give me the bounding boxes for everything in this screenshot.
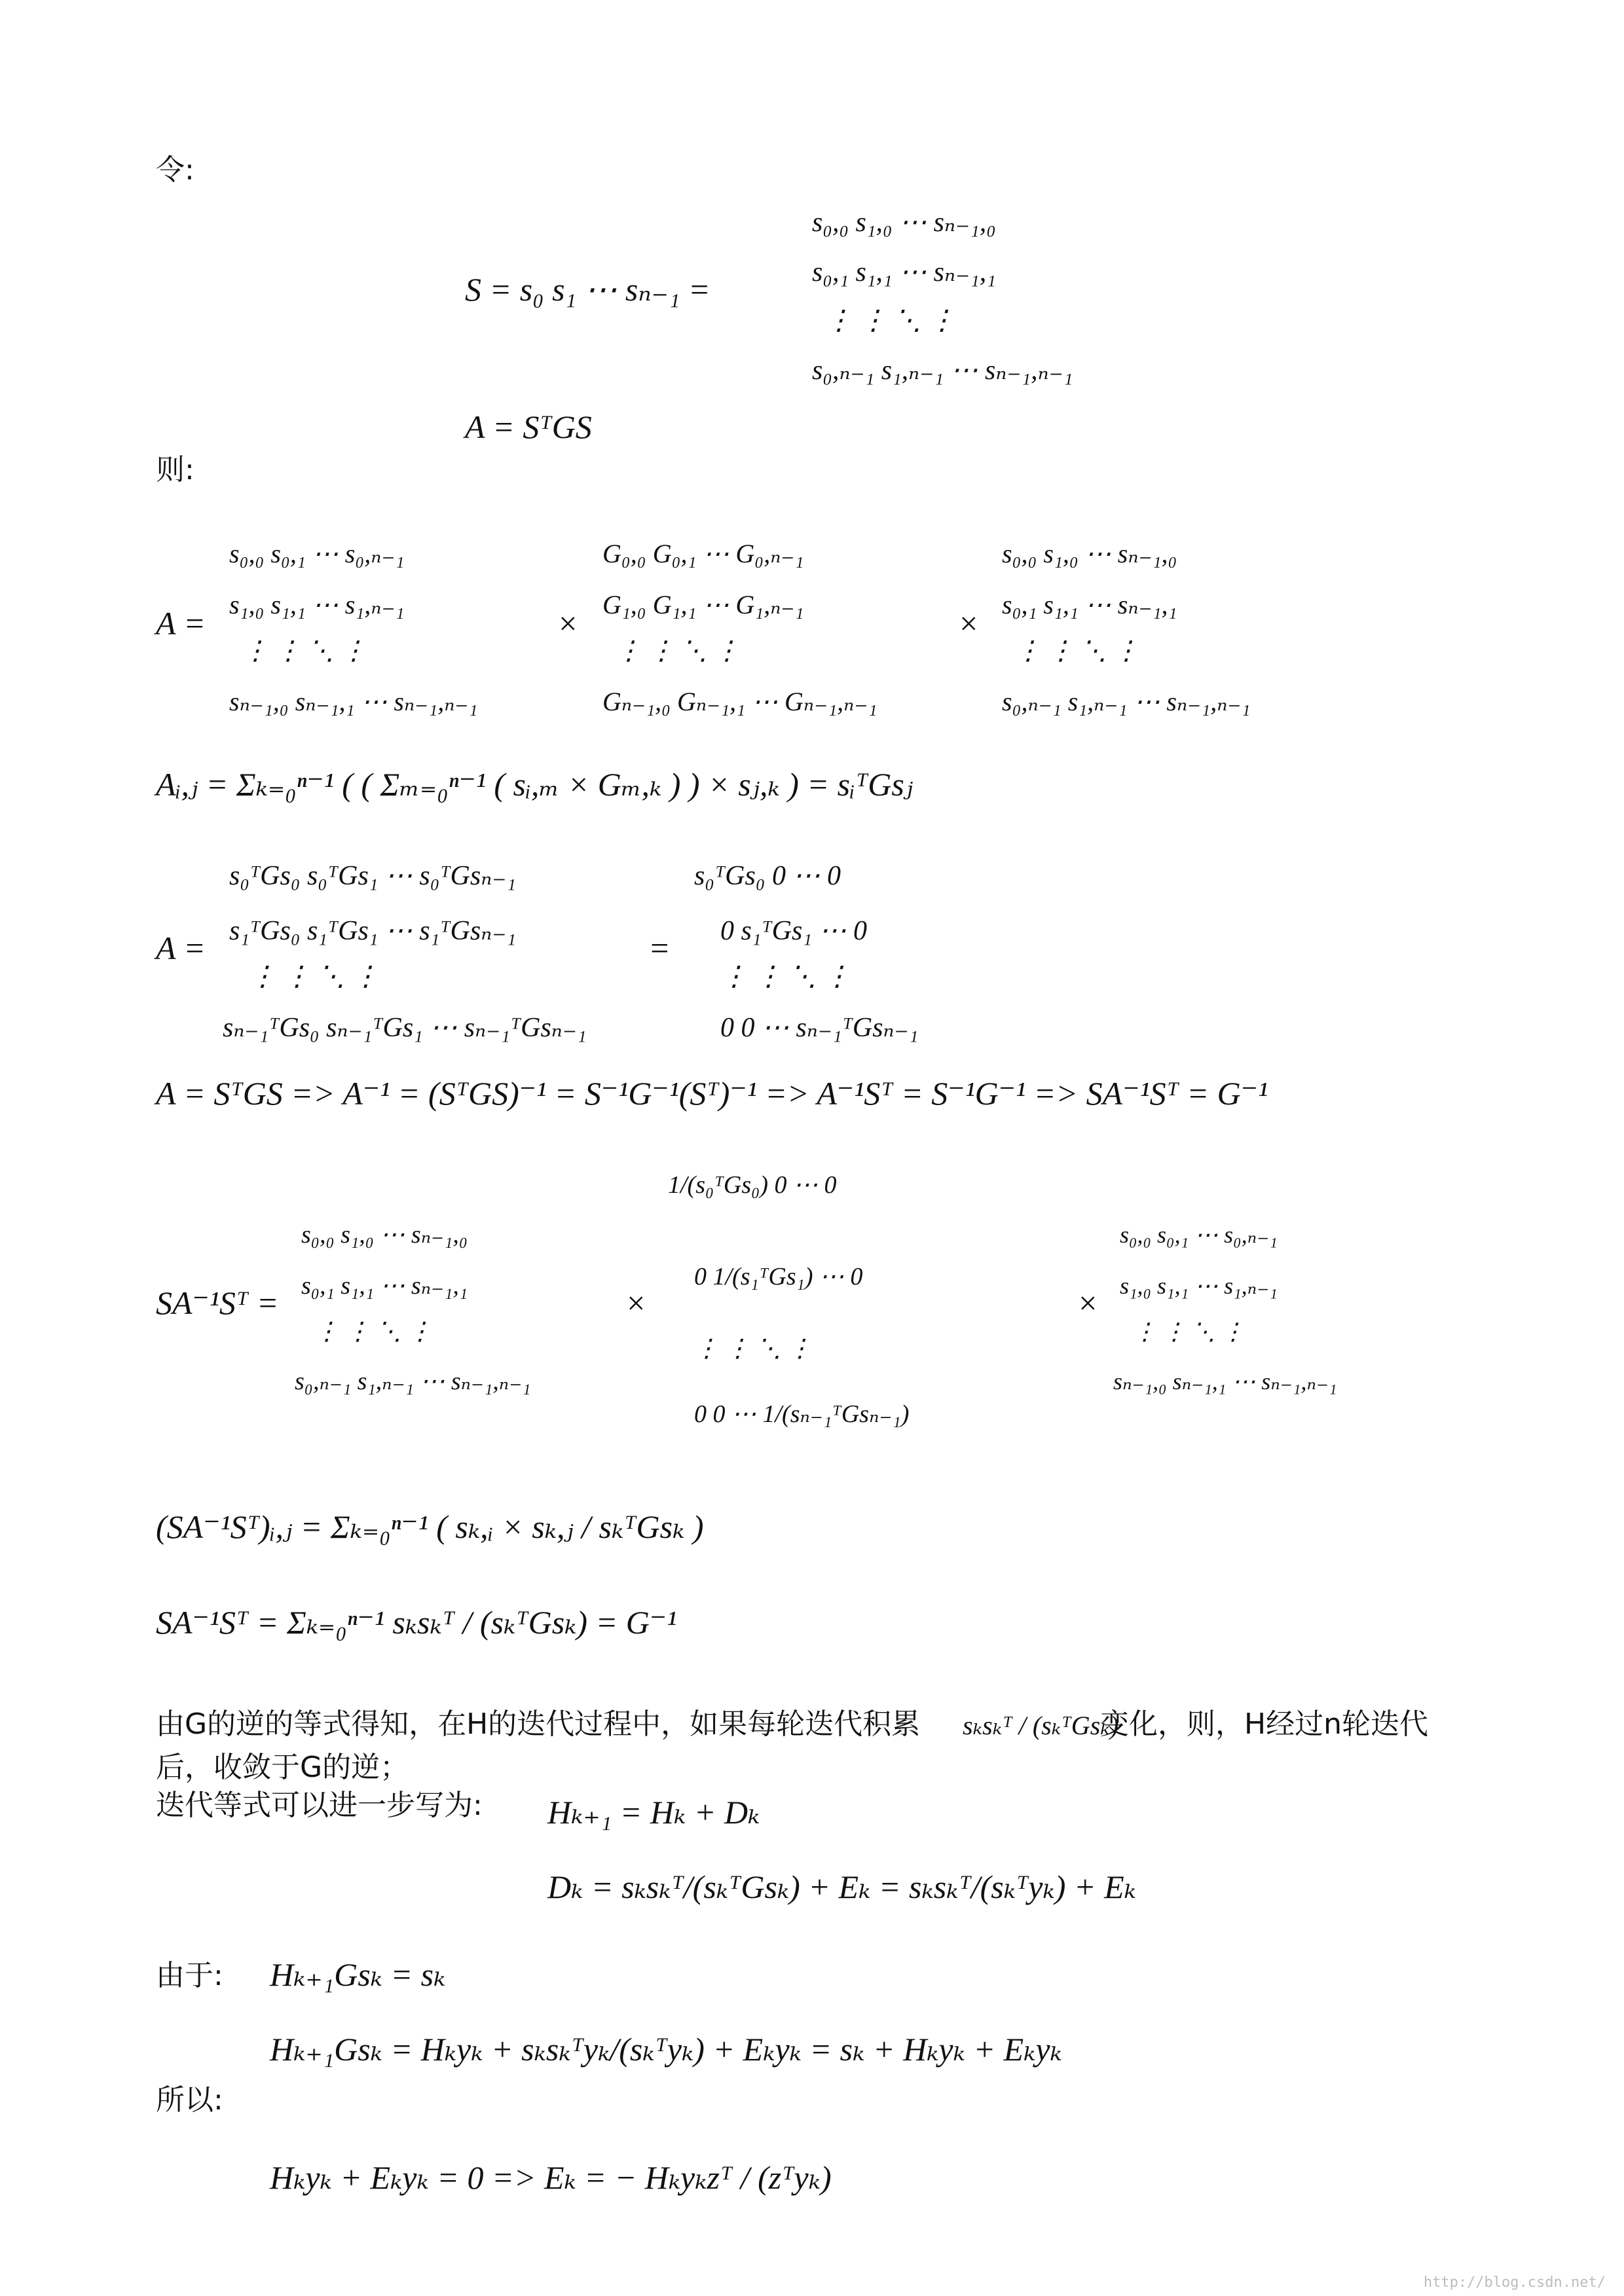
eq-Dinv-row: ⋮ ⋮ ⋱ ⋮ <box>694 1335 813 1362</box>
eq-inverse-chain: A = SᵀGS => A⁻¹ = (SᵀGS)⁻¹ = S⁻¹G⁻¹(Sᵀ)⁻¹ => A⁻¹Sᵀ = S⁻¹G⁻¹ => SA⁻¹Sᵀ = G⁻¹ <box>156 1075 1268 1112</box>
eq-Aij-sum: Aᵢ,ⱼ = Σₖ₌₀ⁿ⁻¹ ( ( Σₘ₌₀ⁿ⁻¹ ( sᵢ,ₘ × Gₘ,ₖ ) ) × sⱼ,ₖ ) = sᵢᵀGsⱼ <box>156 766 913 803</box>
eq-A2-row: ⋮ ⋮ ⋱ ⋮ <box>249 962 380 992</box>
eq-SAS-ij: (SA⁻¹Sᵀ)ᵢ,ⱼ = Σₖ₌₀ⁿ⁻¹ ( sₖ,ᵢ × sₖ,ⱼ / sₖᵀGsₖ ) <box>156 1508 704 1545</box>
eq-G-row: Gₙ₋₁,₀ Gₙ₋₁,₁ ⋯ Gₙ₋₁,ₙ₋₁ <box>602 687 877 716</box>
conclusion-line-2: 后，收敛于G的逆； <box>156 1751 409 1784</box>
eq-D-row: 0 s₁ᵀGs₁ ⋯ 0 <box>720 916 867 946</box>
eq-ST-row: ⋮ ⋮ ⋱ ⋮ <box>1133 1319 1245 1345</box>
eq-G-row: ⋮ ⋮ ⋱ ⋮ <box>616 636 740 665</box>
eq-H-update: Hₖ₊₁ = Hₖ + Dₖ <box>547 1794 760 1831</box>
eq-S-row: s₀,₁ s₁,₁ ⋯ sₙ₋₁,₁ <box>301 1272 468 1300</box>
eq-A-lhs: A = <box>156 605 206 642</box>
eq-S-row: s₀,ₙ₋₁ s₁,ₙ₋₁ ⋯ sₙ₋₁,ₙ₋₁ <box>295 1368 531 1395</box>
eq-D-update: Dₖ = sₖsₖᵀ/(sₖᵀGsₖ) + Eₖ = sₖsₖᵀ/(sₖᵀyₖ) + Eₖ <box>547 1868 1136 1905</box>
eq-secant: Hₖ₊₁Gsₖ = sₖ <box>270 1956 446 1993</box>
eq-S-row: s₀,₀ s₁,₀ ⋯ sₙ₋₁,₀ <box>301 1221 468 1248</box>
eq-equals: = <box>648 930 671 966</box>
eq-inline-frac: sₖsₖᵀ / (sₖᵀGsₖ) <box>963 1711 1119 1740</box>
eq-D-row: s₀ᵀGs₀ 0 ⋯ 0 <box>694 861 841 891</box>
eq-S-matrix-row: s₀,₁ s₁,₁ ⋯ sₙ₋₁,₁ <box>812 257 996 287</box>
eq-A2-row: s₀ᵀGs₀ s₀ᵀGs₁ ⋯ s₀ᵀGsₙ₋₁ <box>229 861 517 891</box>
conclusion-line-1b: 变化，则，H经过n轮迭代 <box>1100 1707 1428 1741</box>
eq-times: × <box>625 1285 647 1321</box>
text-ze: 则: <box>156 453 194 486</box>
text-youyu: 由于: <box>156 1959 223 1992</box>
conclusion-line-1a: 由G的逆的等式得知，在H的迭代过程中，如果每轮迭代积累 <box>156 1707 921 1741</box>
eq-A2-row: s₁ᵀGs₀ s₁ᵀGs₁ ⋯ s₁ᵀGsₙ₋₁ <box>229 916 517 946</box>
eq-D-row: ⋮ ⋮ ⋱ ⋮ <box>720 962 851 992</box>
eq-times: × <box>557 605 579 642</box>
eq-S-row: ⋮ ⋮ ⋱ ⋮ <box>1015 636 1139 665</box>
eq-ST-row: s₀,₀ s₀,₁ ⋯ s₀,ₙ₋₁ <box>1120 1222 1278 1248</box>
eq-ST-row: s₁,₀ s₁,₁ ⋯ s₁,ₙ₋₁ <box>229 590 405 619</box>
eq-SAS-sum: SA⁻¹Sᵀ = Σₖ₌₀ⁿ⁻¹ sₖsₖᵀ / (sₖᵀGsₖ) = G⁻¹ <box>156 1604 677 1641</box>
eq-G-row: G₁,₀ G₁,₁ ⋯ G₁,ₙ₋₁ <box>602 590 804 619</box>
eq-ST-row: ⋮ ⋮ ⋱ ⋮ <box>242 636 367 665</box>
eq-ST-row: s₁,₀ s₁,₁ ⋯ s₁,ₙ₋₁ <box>1120 1273 1278 1299</box>
eq-S-row: s₀,ₙ₋₁ s₁,ₙ₋₁ ⋯ sₙ₋₁,ₙ₋₁ <box>1002 687 1251 716</box>
eq-D-row: 0 0 ⋯ sₙ₋₁ᵀGsₙ₋₁ <box>720 1013 919 1043</box>
eq-A-def: A = SᵀGS <box>465 409 592 445</box>
eq-S-def: S = s₀ s₁ ⋯ sₙ₋₁ = <box>465 271 710 308</box>
eq-S-row: s₀,₁ s₁,₁ ⋯ sₙ₋₁,₁ <box>1002 590 1177 619</box>
eq-E-result: Hₖyₖ + Eₖyₖ = 0 => Eₖ = − Hₖyₖzᵀ / (zᵀyₖ) <box>270 2159 832 2196</box>
eq-Dinv-row: 0 1/(s₁ᵀGs₁) ⋯ 0 <box>694 1263 863 1290</box>
text-suoyi: 所以: <box>156 2083 223 2117</box>
eq-ST-row: sₙ₋₁,₀ sₙ₋₁,₁ ⋯ sₙ₋₁,ₙ₋₁ <box>229 687 478 716</box>
eq-Dinv-row: 1/(s₀ᵀGs₀) 0 ⋯ 0 <box>668 1171 837 1199</box>
eq-S-matrix-row: s₀,₀ s₁,₀ ⋯ sₙ₋₁,₀ <box>812 208 996 238</box>
eq-ST-row: s₀,₀ s₀,₁ ⋯ s₀,ₙ₋₁ <box>229 539 405 568</box>
text-ling: 令: <box>156 153 194 187</box>
eq-S-row: ⋮ ⋮ ⋱ ⋮ <box>314 1318 433 1345</box>
eq-S-row: s₀,₀ s₁,₀ ⋯ sₙ₋₁,₀ <box>1002 539 1177 568</box>
eq-Dinv-row: 0 0 ⋯ 1/(sₙ₋₁ᵀGsₙ₋₁) <box>694 1400 910 1428</box>
eq-ST-row: sₙ₋₁,₀ sₙ₋₁,₁ ⋯ sₙ₋₁,ₙ₋₁ <box>1113 1368 1337 1394</box>
eq-times: × <box>1077 1285 1099 1321</box>
iter-label: 迭代等式可以进一步写为: <box>156 1789 483 1822</box>
watermark: http://blog.csdn.net/ <box>1423 2274 1606 2291</box>
eq-S-matrix-row: s₀,ₙ₋₁ s₁,ₙ₋₁ ⋯ sₙ₋₁,ₙ₋₁ <box>812 355 1073 386</box>
eq-times: × <box>957 605 980 642</box>
eq-S-matrix-row: ⋮ ⋮ ⋱ ⋮ <box>825 306 956 336</box>
eq-A2-row: sₙ₋₁ᵀGs₀ sₙ₋₁ᵀGs₁ ⋯ sₙ₋₁ᵀGsₙ₋₁ <box>223 1013 587 1043</box>
eq-A-lhs: A = <box>156 930 206 966</box>
eq-SAS-lhs: SA⁻¹Sᵀ = <box>156 1285 279 1321</box>
eq-expand: Hₖ₊₁Gsₖ = Hₖyₖ + sₖsₖᵀyₖ/(sₖᵀyₖ) + Eₖyₖ = sₖ + Hₖyₖ + Eₖyₖ <box>270 2031 1062 2068</box>
eq-G-row: G₀,₀ G₀,₁ ⋯ G₀,ₙ₋₁ <box>602 539 804 568</box>
